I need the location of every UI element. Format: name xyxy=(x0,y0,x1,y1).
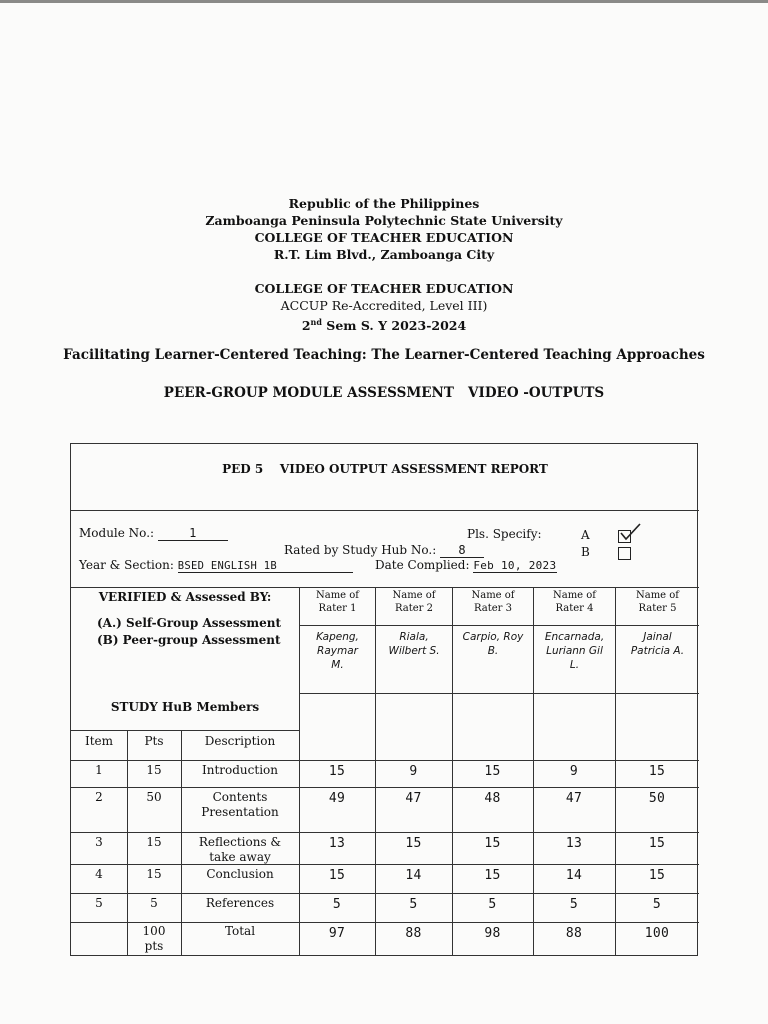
date-label: Date Complied: xyxy=(375,558,470,572)
module-value: 1 xyxy=(158,526,228,541)
year-section-value: BSED ENGLISH 1B xyxy=(178,560,353,573)
rater-header xyxy=(300,589,375,615)
rater-name-line: Wilbert S. xyxy=(388,645,440,657)
divider xyxy=(452,587,453,956)
rater-header-line: Name of xyxy=(552,590,596,601)
rater-name xyxy=(376,630,452,658)
header-accreditation: ACCUP Re-Accredited, Level III) xyxy=(280,298,488,313)
divider xyxy=(299,587,300,956)
score-cell: 88 xyxy=(565,926,583,941)
score-cell: 47 xyxy=(405,791,422,806)
score-cell: 15 xyxy=(648,764,666,779)
score-cell: 5 xyxy=(332,897,342,912)
score-cell: 5 xyxy=(652,897,662,912)
score-cell: 13 xyxy=(565,836,583,851)
item-cell: 3 xyxy=(95,835,103,849)
header-address: R.T. Lim Blvd., Zamboanga City xyxy=(273,247,495,262)
points-cell: 15 xyxy=(146,835,162,849)
description-cell: Contents xyxy=(212,790,268,804)
divider xyxy=(71,922,699,923)
score-cell: 14 xyxy=(565,868,583,883)
semester-suffix: nd xyxy=(310,317,322,327)
rater-name-line: Carpio, Roy xyxy=(462,631,524,643)
specify-label: Pls. Specify: xyxy=(467,527,542,541)
score-cell: 48 xyxy=(484,791,501,806)
score-cell: 5 xyxy=(409,897,418,912)
semester-number: 2 xyxy=(301,318,311,334)
self-group-label: (A.) Self-Group Assessment xyxy=(97,616,282,630)
item-column-header: Item xyxy=(84,734,114,748)
rater-header xyxy=(453,589,533,615)
score-cell: 5 xyxy=(488,897,497,912)
year-section-label: Year & Section: xyxy=(79,558,174,572)
points-cell: 5 xyxy=(150,896,158,910)
divider xyxy=(71,510,699,511)
points-cell: 100 xyxy=(142,924,166,938)
description-cell: Total xyxy=(224,924,256,938)
divider xyxy=(299,693,699,694)
rater-header-line: Name of xyxy=(392,590,436,601)
divider xyxy=(299,625,699,626)
item-cell: 2 xyxy=(95,790,103,804)
score-cell: 15 xyxy=(405,836,422,851)
verified-label: VERIFIED & Assessed BY: xyxy=(98,590,272,604)
divider xyxy=(71,864,699,865)
rater-name-line: Patricia A. xyxy=(630,645,685,657)
rater-name-line: Jainal xyxy=(643,631,672,643)
rater-header xyxy=(534,589,615,615)
score-cell: 9 xyxy=(569,764,579,779)
score-cell: 15 xyxy=(484,764,501,779)
divider xyxy=(181,730,182,956)
study-hub-members-label: STUDY HuB Members xyxy=(110,700,260,714)
score-cell: 14 xyxy=(405,868,422,883)
item-cell: 1 xyxy=(95,763,103,777)
rater-name xyxy=(300,630,375,672)
year-section-field xyxy=(79,558,353,573)
checkmark-icon xyxy=(619,522,643,542)
points-cell: 50 xyxy=(146,790,162,804)
divider xyxy=(71,893,699,894)
score-cell: 97 xyxy=(328,926,346,941)
rater-name-line: B. xyxy=(487,645,499,657)
rater-name-line: Kapeng, xyxy=(316,631,359,643)
score-cell: 100 xyxy=(644,926,670,941)
divider xyxy=(71,587,699,588)
rater-header-line: Rater 4 xyxy=(555,603,594,614)
score-cell: 9 xyxy=(409,764,418,779)
score-cell: 49 xyxy=(328,791,346,806)
header-college: COLLEGE OF TEACHER EDUCATION xyxy=(254,230,514,245)
rater-name-line: Luriann Gil xyxy=(546,645,603,657)
divider xyxy=(375,587,376,956)
rater-name xyxy=(534,630,615,672)
header-republic: Republic of the Philippines xyxy=(288,196,480,211)
divider xyxy=(71,787,699,788)
rater-header-line: Name of xyxy=(471,590,515,601)
rater-header-line: Rater 5 xyxy=(638,603,677,614)
option-a-label: A xyxy=(581,528,590,542)
description-cell: Introduction xyxy=(202,763,278,777)
module-label: Module No.: xyxy=(79,526,155,540)
header-semester xyxy=(0,314,768,334)
divider xyxy=(71,760,699,761)
document-page xyxy=(0,3,768,1024)
score-cell: 15 xyxy=(484,868,501,883)
course-title: Facilitating Learner-Centered Teaching: The Learner-Centered Teaching Approaches xyxy=(63,347,705,363)
hub-label: Rated by Study Hub No.: xyxy=(284,543,437,557)
option-b-label: B xyxy=(581,545,590,559)
date-field xyxy=(375,558,557,573)
rater-header-line: Rater 3 xyxy=(474,603,512,614)
divider xyxy=(615,587,616,956)
divider xyxy=(71,730,299,731)
module-field xyxy=(79,526,228,541)
description-cell: Reflections & xyxy=(198,835,282,849)
rater-header xyxy=(376,589,452,615)
rater-header xyxy=(616,589,699,615)
item-cell: 5 xyxy=(95,896,103,910)
rater-name xyxy=(453,630,533,658)
header-college-2: COLLEGE OF TEACHER EDUCATION xyxy=(254,281,514,296)
description-cell: References xyxy=(205,896,275,910)
score-cell: 15 xyxy=(328,868,346,883)
score-cell: 15 xyxy=(328,764,346,779)
score-cell: 15 xyxy=(648,836,666,851)
item-cell: 4 xyxy=(95,867,103,881)
points-column-header: Pts xyxy=(144,734,164,748)
score-cell: 98 xyxy=(484,926,501,941)
assessment-title: PEER-GROUP MODULE ASSESSMENT VIDEO -OUTPUTS xyxy=(163,385,605,401)
description-cell: take away xyxy=(209,850,271,864)
rater-header-line: Name of xyxy=(315,590,359,601)
rater-name xyxy=(616,630,699,658)
score-cell: 5 xyxy=(569,897,579,912)
points-cell: pts xyxy=(144,939,164,953)
rater-header-line: Name of xyxy=(635,590,679,601)
score-cell: 15 xyxy=(484,836,501,851)
rater-name-line: Encarnada, xyxy=(544,631,605,643)
divider xyxy=(533,587,534,956)
description-column-header: Description xyxy=(204,734,276,748)
peer-group-label: (B) Peer-group Assessment xyxy=(97,633,281,647)
rater-name-line: Riala, xyxy=(399,631,429,643)
description-cell: Presentation xyxy=(201,805,279,819)
rater-name-line: M. xyxy=(331,659,344,671)
points-cell: 15 xyxy=(146,763,162,777)
score-cell: 50 xyxy=(648,791,666,806)
rater-name-line: L. xyxy=(569,659,580,671)
assessment-report-form xyxy=(70,443,698,956)
divider xyxy=(127,730,128,956)
date-value: Feb 10, 2023 xyxy=(473,559,557,572)
rater-header-line: Rater 2 xyxy=(395,603,433,614)
points-cell: 15 xyxy=(146,867,162,881)
score-cell: 47 xyxy=(565,791,583,806)
score-cell: 13 xyxy=(328,836,346,851)
rater-name-line: Raymar xyxy=(317,645,358,657)
description-cell: Conclusion xyxy=(206,867,274,881)
rater-header-line: Rater 1 xyxy=(318,603,357,614)
hub-field xyxy=(284,543,484,558)
score-cell: 15 xyxy=(648,868,666,883)
divider xyxy=(71,832,699,833)
semester-year: Sem S. Y 2023-2024 xyxy=(321,318,467,334)
hub-value: 8 xyxy=(440,543,484,558)
report-title: PED 5 VIDEO OUTPUT ASSESSMENT REPORT xyxy=(222,462,548,476)
score-cell: 88 xyxy=(405,926,422,941)
option-b-checkbox[interactable] xyxy=(618,547,631,560)
header-university: Zamboanga Peninsula Polytechnic State University xyxy=(205,213,563,228)
